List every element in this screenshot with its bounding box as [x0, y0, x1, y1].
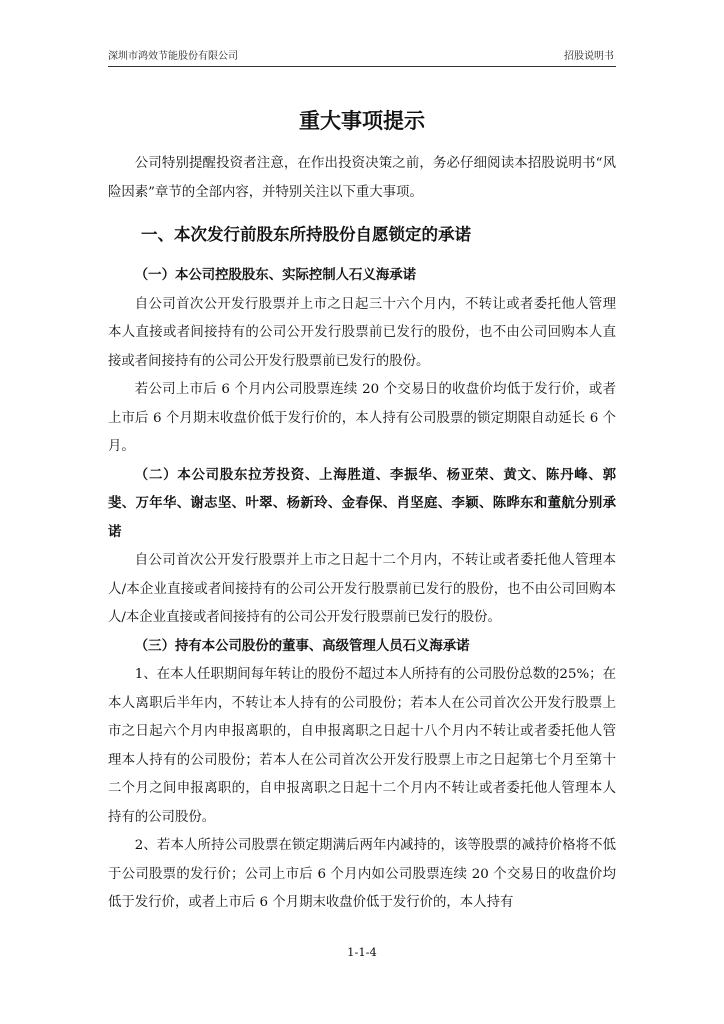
header-document-type: 招股说明书 [564, 51, 614, 62]
subsection-heading-directors-executives: （三）持有本公司股份的董事、高级管理人员石义海承诺 [134, 638, 470, 654]
header-company-name: 深圳市鸿效节能股份有限公司 [108, 51, 238, 62]
section-heading-lockup-commitments: 一、本次发行前股东所持股份自愿锁定的承诺 [141, 225, 471, 244]
page-title: 重大事项提示 [299, 109, 425, 133]
document-body [108, 150, 616, 918]
paragraph-controlling-lockup: 自公司首次公开发行股票并上市之日起三十六个月内，不转让或者委托他人管理本人直接或者间接持有的公司公开发行股票前已发行的股份，也不由公司回购本人直接或者间接持有的公司公开发行股票前已发行的股份。 [108, 296, 616, 369]
paragraph-directors-transfer-limit: 1、在本人任职期间每年转让的股份不超过本人所持有的公司股份总数的25%；在本人离职后半年内，不转让本人持有的公司股份；若本人在公司首次公开发行股票上市之日起六个月内申报离职的，自申报离职之日起十八个月内不转让或者委托他人管理本人持有的公司股份；若本人在公司首次公开发行股票上市之日起第七个月至第十二个月之间申报离职的，自申报离职之日起十二个月内不转让或者委托他人管理本人持有的公司股份。 [108, 667, 616, 825]
paragraph-other-shareholders-lockup: 自公司首次公开发行股票并上市之日起十二个月内，不转让或者委托他人管理本人/本企业直接或者间接持有的公司公开发行股票前已发行的股份，也不由公司回购本人/本企业直接或者间接持有的公司公开发行股票前已发行的股份。 [108, 553, 616, 625]
intro-paragraph: 公司特别提醒投资者注意，在作出投资决策之前，务必仔细阅读本招股说明书“风险因素”章节的全部内容，并特别关注以下重大事项。 [108, 156, 616, 200]
subsection-heading-controlling-shareholder: （一）本公司控股股东、实际控制人石义海承诺 [134, 268, 416, 283]
paragraph-directors-reduction-price: 2、若本人所持公司股票在锁定期满后两年内减持的，该等股票的减持价格将不低于公司股票的发行价；公司上市后 6 个月内如公司股票连续 20 个交易日的收盘价均低于发行价，或者上市后 6 个月期末收盘价低于发行价的，本人持有 [108, 838, 616, 910]
page-header [108, 50, 616, 67]
paragraph-controlling-extension: 若公司上市后 6 个月内公司股票连续 20 个交易日的收盘价均低于发行价，或者上市后 6 个月期末收盘价低于发行价的，本人持有公司股票的锁定期限自动延长 6 个月。 [108, 382, 616, 454]
page-number: 1-1-4 [347, 945, 377, 959]
subsection-heading-other-shareholders: （二）本公司股东拉芳投资、上海胜道、李振华、杨亚荣、黄文、陈丹峰、郭斐、万年华、谢志坚、叶翠、杨新玲、金春保、肖坚庭、李颖、陈晔东和董航分别承诺 [108, 467, 616, 540]
